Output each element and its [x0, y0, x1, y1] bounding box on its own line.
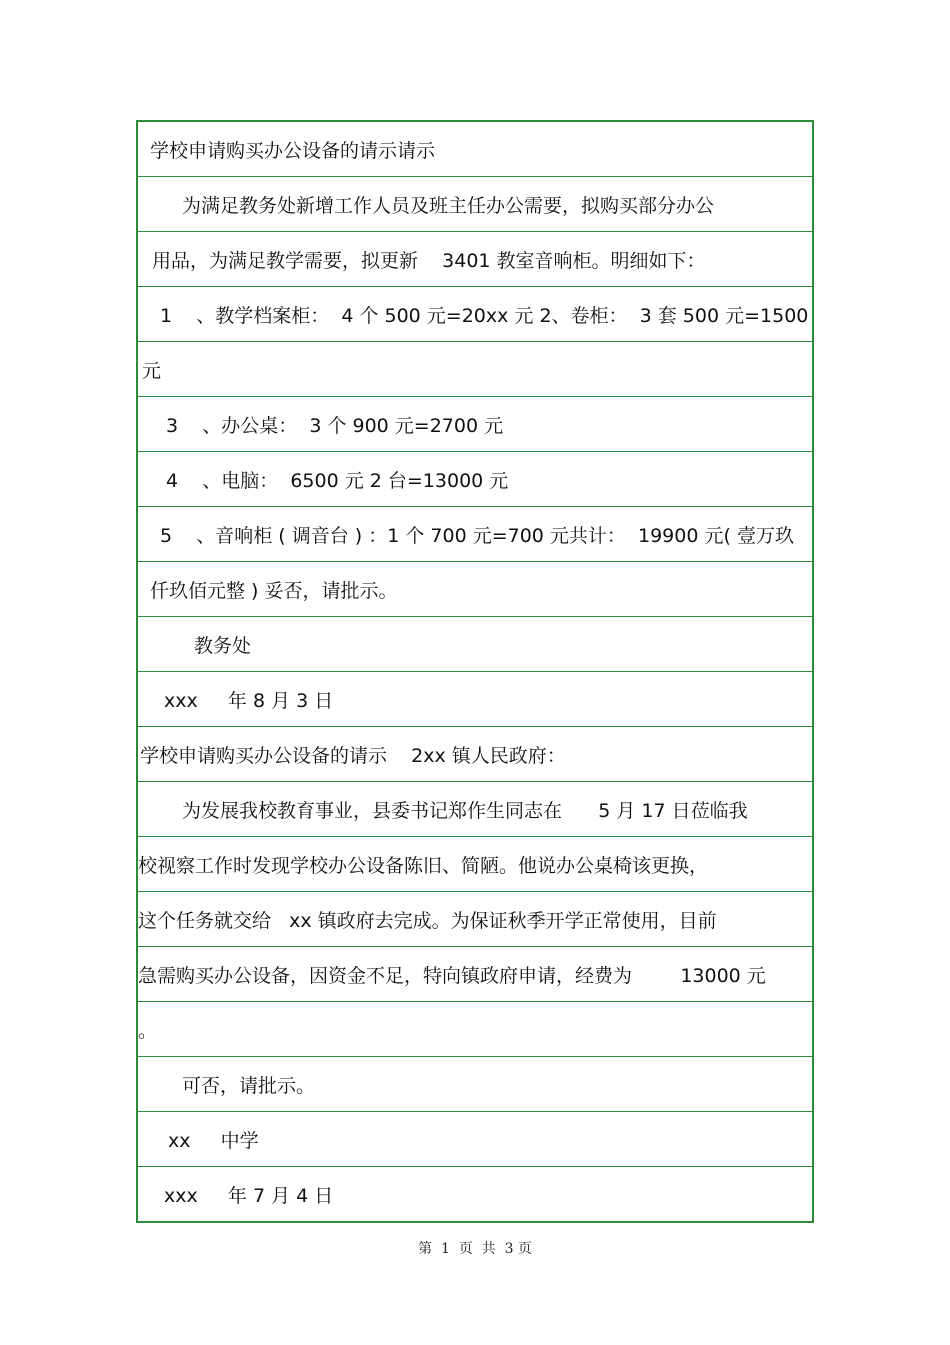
doc-row: 4 、电脑： 6500 元 2 台=13000 元: [138, 451, 812, 506]
doc-row-date: xxx 年 8 月 3 日: [138, 671, 812, 726]
doc-row: 5 、音响柜 ( 调音台 ) ：1 个 700 元=700 元共计： 19900 元( 壹万玖: [138, 506, 812, 561]
doc-row-title: 学校申请购买办公设备的请示请示: [150, 139, 436, 162]
doc-row: 1 、教学档案柜： 4 个 500 元=20xx 元 2、卷柜： 3 套 500 元=1500: [138, 286, 812, 341]
document-frame: [136, 120, 814, 1223]
doc-row: 这个任务就交给 xx 镇政府去完成。为保证秋季开学正常使用，目前: [138, 891, 812, 946]
doc-row-date: xxx 年 7 月 4 日: [138, 1166, 812, 1221]
doc-row: 急需购买办公设备，因资金不足，特向镇政府申请，经费为 13000 元: [138, 946, 812, 1001]
doc-row-signature: xx 中学: [138, 1111, 812, 1166]
doc-row: 。: [138, 1001, 812, 1056]
doc-row-signature: 教务处: [138, 616, 812, 671]
doc-row: 校视察工作时发现学校办公设备陈旧、简陋。他说办公桌椅该更换，: [138, 836, 812, 891]
doc-row-heading: 学校申请购买办公设备的请示 2xx 镇人民政府：: [138, 726, 812, 781]
page-number: 第 1 页 共 3 页: [418, 1241, 532, 1257]
doc-row: 为满足教务处新增工作人员及班主任办公需要，拟购买部分办公: [138, 176, 812, 231]
doc-row: 仟玖佰元整 ) 妥否，请批示。: [138, 561, 812, 616]
doc-row: 元: [138, 341, 812, 396]
doc-row: 可否，请批示。: [138, 1056, 812, 1111]
doc-row: 用品，为满足教学需要，拟更新 3401 教室音响柜。明细如下：: [138, 231, 812, 286]
doc-row: 3 、办公桌： 3 个 900 元=2700 元: [138, 396, 812, 451]
doc-row: 为发展我校教育事业，县委书记郑作生同志在 5 月 17 日莅临我: [138, 781, 812, 836]
